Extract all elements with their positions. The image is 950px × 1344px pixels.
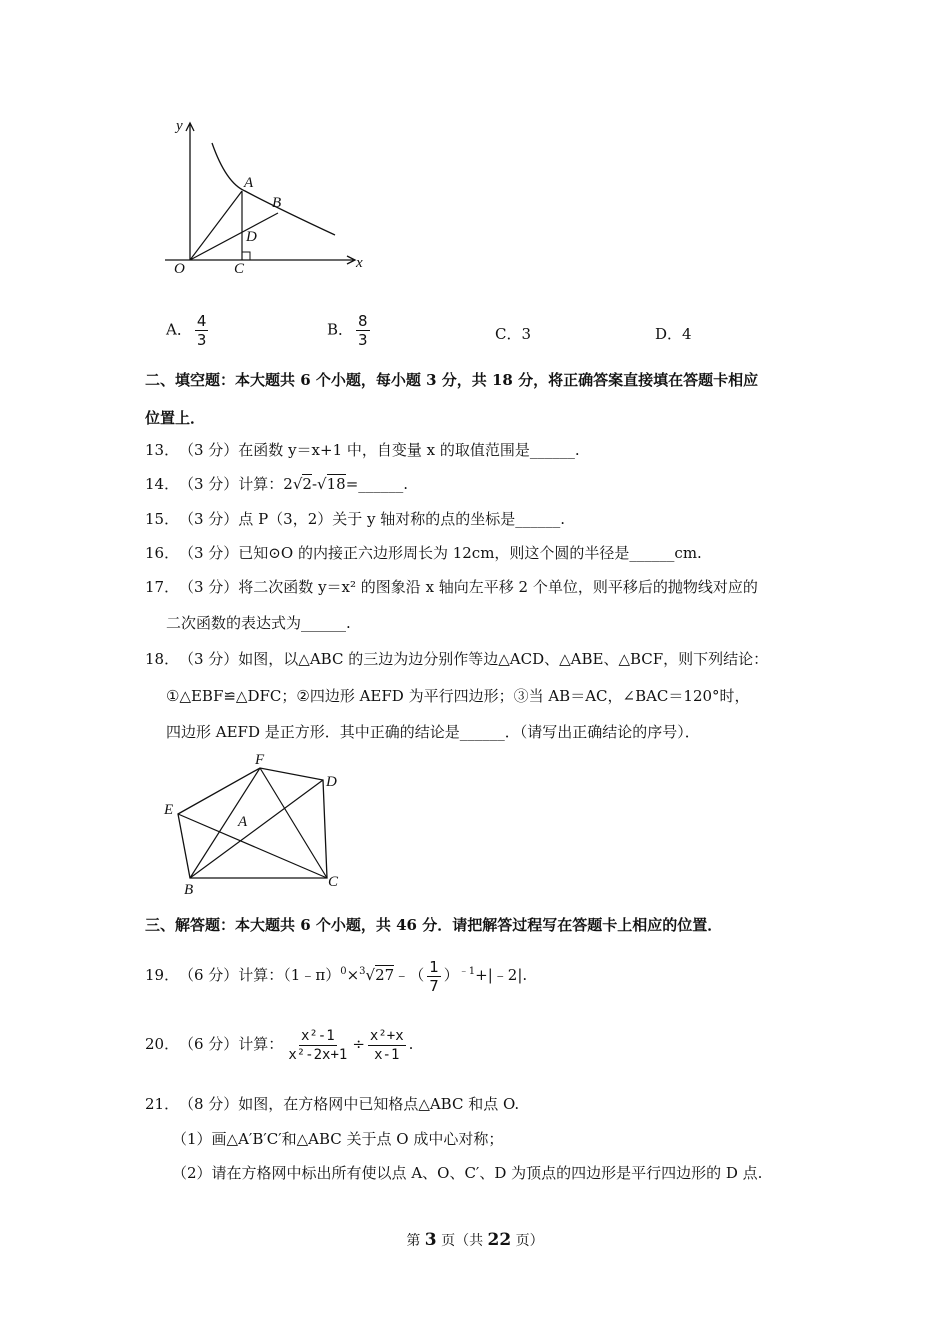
page-footer [0, 1230, 950, 1250]
q17-line1: （3 分）将二次函数 y＝x² 的图象沿 x 轴向左平移 2 个单位，则平移后的抛物线对应的 [179, 578, 758, 596]
q15-text: （3 分）点 P（3，2）关于 y 轴对称的点的坐标是______. [179, 510, 566, 528]
q20-fraction-1 [286, 1027, 349, 1064]
footer-pre: 第 [406, 1233, 425, 1249]
q21-line2: （1）画△A′B′C′和△ABC 关于点 O 成中心对称； [172, 1130, 504, 1148]
footer-mid: 页（共 [436, 1233, 488, 1249]
q14-radicand-2: 18 [326, 475, 346, 493]
option-d: D．4 [655, 325, 692, 343]
label-d: D [246, 229, 257, 245]
option-b-den: 3 [358, 331, 368, 349]
option-a-den: 3 [196, 331, 207, 349]
q19-post: ） [443, 966, 459, 984]
label-c: C [234, 261, 245, 277]
question-16 [145, 543, 702, 563]
option-b-num: 8 [358, 312, 368, 330]
q19-exponent-0: 0 [340, 966, 347, 977]
segment-oa [190, 191, 242, 260]
label-b: B [272, 195, 282, 211]
q19-fraction [427, 958, 441, 995]
q20-fraction-2-den: x-1 [374, 1046, 400, 1063]
q18-line1: （3 分）如图，以△ABC 的三边为边分别作等边△ACD、△ABE、△BCF，则下列结论： [179, 650, 769, 668]
footer-page-number: 3 [424, 1230, 437, 1250]
option-b-fraction [356, 312, 370, 349]
question-13 [145, 440, 580, 460]
q13-number: 13． [145, 441, 180, 459]
footer-total-pages: 22 [487, 1230, 512, 1250]
section2-heading-line1: 二、填空题：本大题共 6 个小题，每小题 3 分，共 18 分，将正确答案直接填在答题卡相应 [145, 371, 759, 389]
label-d: D [326, 774, 337, 790]
label-y: y [176, 118, 183, 134]
question-20 [145, 1022, 413, 1066]
label-x: x [356, 255, 363, 271]
option-c: C．3 [495, 325, 532, 343]
q16-text: （3 分）已知⊙O 的内接正六边形周长为 12cm，则这个圆的半径是______cm. [179, 544, 702, 562]
option-b-label: B． [327, 320, 354, 339]
q14-minus: - [311, 475, 318, 493]
sqrt-icon: √ [365, 966, 376, 984]
q15-number: 15． [145, 510, 180, 528]
q16-number: 16． [145, 544, 180, 562]
q19-number: 19． [145, 966, 180, 984]
q20-divide: ÷ [352, 1035, 365, 1053]
q19-times: × [346, 966, 360, 984]
hyperbola-curve [212, 143, 335, 235]
q21-line1: （8 分）如图，在方格网中已知格点△ABC 和点 O. [179, 1095, 520, 1113]
option-b [327, 312, 373, 349]
option-a [166, 312, 211, 349]
option-a-num: 4 [196, 312, 207, 330]
segment-ec [178, 814, 327, 878]
figure-hyperbola [160, 115, 375, 285]
q19-tail: +|﹣2|. [475, 966, 528, 984]
q17-line2: 二次函数的表达式为______. [166, 614, 351, 632]
sqrt-icon: √ [292, 475, 303, 493]
question-14 [145, 474, 408, 494]
q19-fraction-den: 7 [429, 976, 439, 995]
label-c: C [328, 874, 339, 890]
q14-number: 14． [145, 475, 180, 493]
q21-number: 21． [145, 1095, 180, 1113]
q18-line2: ①△EBF≌△DFC；②四边形 AEFD 为平行四边形；③当 AB＝AC，∠BAC＝120°时， [166, 687, 750, 705]
question-19 [145, 952, 527, 995]
label-b: B [184, 882, 194, 896]
footer-post: 页） [511, 1233, 544, 1249]
q20-fraction-1-den: x²-2x+1 [288, 1046, 348, 1063]
question-18 [145, 649, 768, 669]
question-17 [145, 577, 758, 597]
q20-fraction-2-num: x²+x [369, 1027, 404, 1044]
label-e: E [164, 802, 174, 818]
q19-exponent-neg1: ﹣1 [458, 966, 476, 977]
q13-text: （3 分）在函数 y＝x+1 中，自变量 x 的取值范围是______. [179, 441, 580, 459]
option-a-label: A． [166, 320, 192, 339]
q19-fraction-num: 1 [429, 957, 439, 976]
q20-post: . [408, 1035, 414, 1053]
q19-root-index: 3 [359, 966, 366, 977]
q19-pre: （6 分）计算：（1﹣π） [179, 966, 341, 984]
label-o: O [174, 261, 185, 277]
question-15 [145, 509, 565, 529]
q14-pre: （3 分）计算：2 [179, 475, 293, 493]
question-21 [145, 1094, 519, 1114]
q18-number: 18． [145, 650, 180, 668]
q17-number: 17． [145, 578, 180, 596]
q19-minus: ﹣（ [394, 966, 425, 984]
sqrt-icon: √ [317, 475, 327, 493]
q14-radicand-1: 2 [302, 475, 312, 493]
segment-bf [190, 768, 260, 878]
q20-fraction-1-num: x²-1 [300, 1027, 335, 1044]
q14-post: =______. [345, 475, 409, 493]
q20-number: 20． [145, 1035, 180, 1053]
q21-line3: （2）请在方格网中标出所有使以点 A、O、C′、D 为顶点的四边形是平行四边形的 D 点. [172, 1164, 763, 1182]
q20-fraction-2 [368, 1027, 406, 1064]
q20-pre: （6 分）计算： [179, 1035, 284, 1053]
segment-ob [190, 213, 278, 260]
option-a-fraction [195, 312, 209, 349]
q19-radicand: 27 [375, 966, 395, 984]
section2-heading-line2: 位置上． [145, 409, 206, 427]
q18-line3: 四边形 AEFD 是正方形．其中正确的结论是______．（请写出正确结论的序号）． [166, 723, 700, 741]
label-f: F [255, 752, 265, 768]
right-angle-mark [242, 252, 250, 260]
figure-triangles [160, 748, 350, 896]
label-a: A [244, 175, 254, 191]
label-a: A [238, 814, 248, 830]
segment-bd [190, 780, 323, 878]
section3-heading: 三、解答题：本大题共 6 个小题，共 46 分．请把解答过程写在答题卡上相应的位置． [145, 916, 723, 934]
